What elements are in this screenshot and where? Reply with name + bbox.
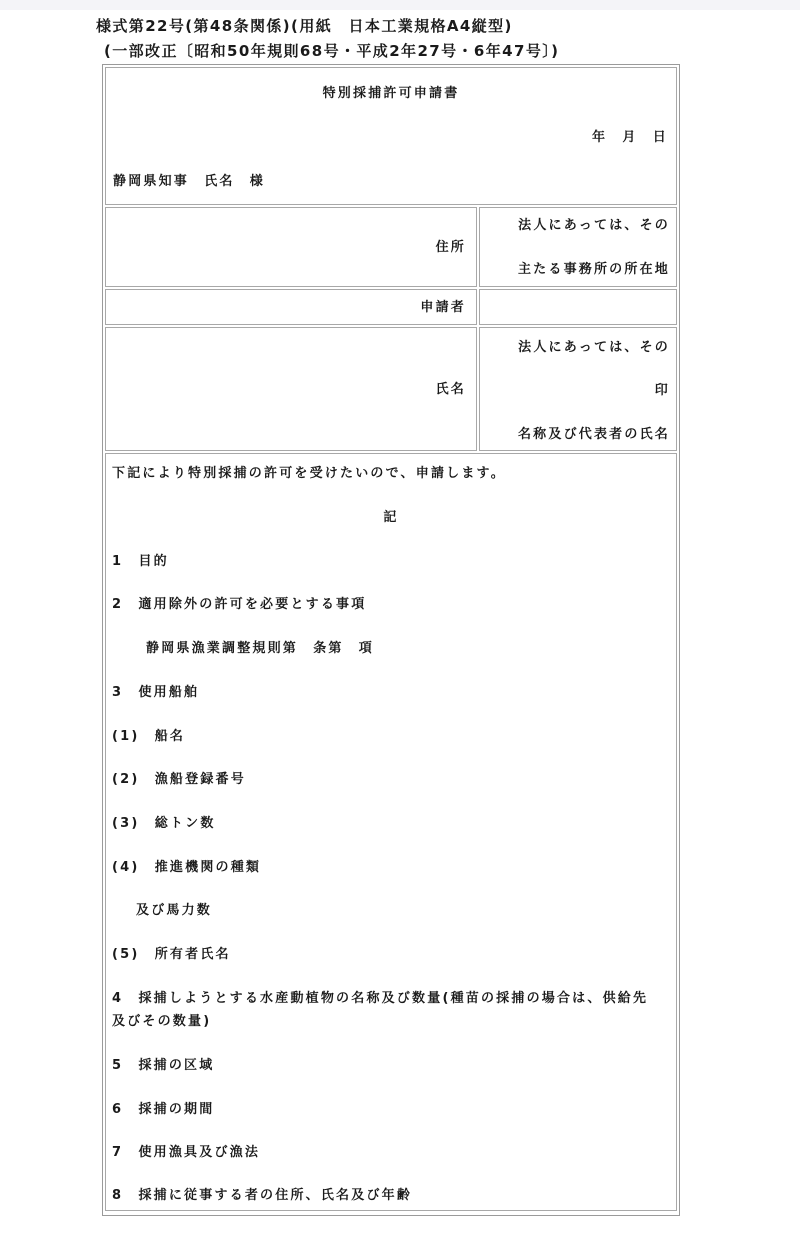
ki-heading: 記 [383,510,399,525]
form-title: 特別採捕許可申請書 [322,86,460,101]
applicant-label: 申請者 [420,300,466,315]
item-vessel-name: (1) 船名 [112,729,186,744]
title-section [105,67,677,205]
name-value-cell[interactable] [479,327,677,451]
seal-mark: 印 [654,383,670,398]
address-value-cell[interactable] [479,207,677,287]
item-vessel-registration: (2) 漁船登録番号 [112,772,246,787]
name-label: 氏名 [435,382,466,397]
address-note-2: 主たる事務所の所在地 [517,262,670,277]
name-label-cell [105,327,477,451]
details-section [105,453,677,1211]
addressee: 静岡県知事 氏名 様 [113,174,266,189]
applicant-value-cell[interactable] [479,289,677,325]
item-gear: 7 使用漁具及び漁法 [112,1145,261,1160]
applicant-label-cell [105,289,477,325]
item-vessel-tonnage: (3) 総トン数 [112,816,216,831]
name-note-2: 名称及び代表者の氏名 [517,427,670,442]
item-vessel: 3 使用船舶 [112,685,200,700]
item-period: 6 採捕の期間 [112,1102,215,1117]
item-species-line1: 4 採捕しようとする水産動植物の名称及び数量(種苗の採捕の場合は、供給先 [112,991,649,1006]
item-vessel-engine: (4) 推進機関の種類 [112,860,262,875]
form-reference-line: 様式第22号(第48条関係)(用紙 日本工業規格A4縦型) [96,17,513,35]
item-exemption-rule: 静岡県漁業調整規則第 条第 項 [146,641,375,656]
name-note-1: 法人にあっては、その [518,340,670,355]
item-vessel-horsepower: 及び馬力数 [136,903,213,918]
address-label: 住所 [435,240,466,255]
item-species-line2: 及びその数量) [112,1014,212,1029]
item-exemption: 2 適用除外の許可を必要とする事項 [112,597,367,612]
item-area: 5 採捕の区域 [112,1058,215,1073]
item-vessel-owner: (5) 所有者氏名 [112,947,231,962]
date-field: 年 月 日 [591,130,668,145]
intro-text: 下記により特別採捕の許可を受けたいので、申請します。 [112,466,506,481]
application-form [102,64,680,1216]
amendment-line: (一部改正〔昭和50年規則68号・平成2年27号・6年47号〕) [104,42,560,60]
address-note-1: 法人にあっては、その [518,218,670,233]
address-label-cell [105,207,477,287]
item-purpose: 1 目的 [112,554,169,569]
item-personnel: 8 採捕に従事する者の住所、氏名及び年齢 [112,1188,413,1203]
top-band [0,0,800,10]
